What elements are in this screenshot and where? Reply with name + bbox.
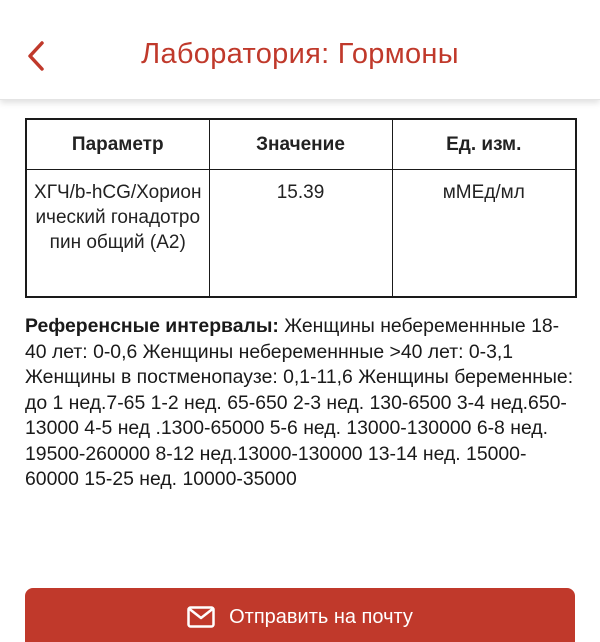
- table-row: [26, 169, 576, 297]
- cell-parameter: ХГЧ/b-hCG/Хорионический гонадотропин общий (А2): [26, 169, 209, 297]
- column-header-unit: Ед. изм.: [392, 119, 576, 169]
- reference-intervals: [25, 314, 577, 493]
- reference-label: Референсные интервалы:: [25, 315, 279, 337]
- send-email-label: Отправить на почту: [229, 606, 413, 628]
- mail-icon: [187, 606, 215, 628]
- results-content: [25, 118, 575, 493]
- table-header-row: [26, 119, 576, 169]
- cell-unit: мМЕд/мл: [392, 169, 576, 297]
- results-table: [25, 118, 577, 298]
- cell-value: 15.39: [209, 169, 392, 297]
- page-title: Лаборатория: Гормоны: [141, 38, 459, 70]
- app-header: [0, 0, 600, 100]
- column-header-parameter: Параметр: [26, 119, 209, 169]
- send-email-button[interactable]: [25, 588, 575, 642]
- reference-text: Женщины небеременнные 18-40 лет: 0-0,6 Женщины небеременнные >40 лет: 0-3,1 Женщины в постменопаузе: 0,1-11,6 Женщины беременные: до 1 нед.7-65 1-2 нед. 65-650 2-3 нед. 130-6500 3-4 нед.650-13000 4-5 нед .1300-65000 5-6 нед. 13000-130000 6-8 нед. 19500-260000 8-12 нед.13000-130000 13-14 нед. 15000-60000 15-25 нед. 10000-35000: [25, 315, 574, 490]
- column-header-value: Значение: [209, 119, 392, 169]
